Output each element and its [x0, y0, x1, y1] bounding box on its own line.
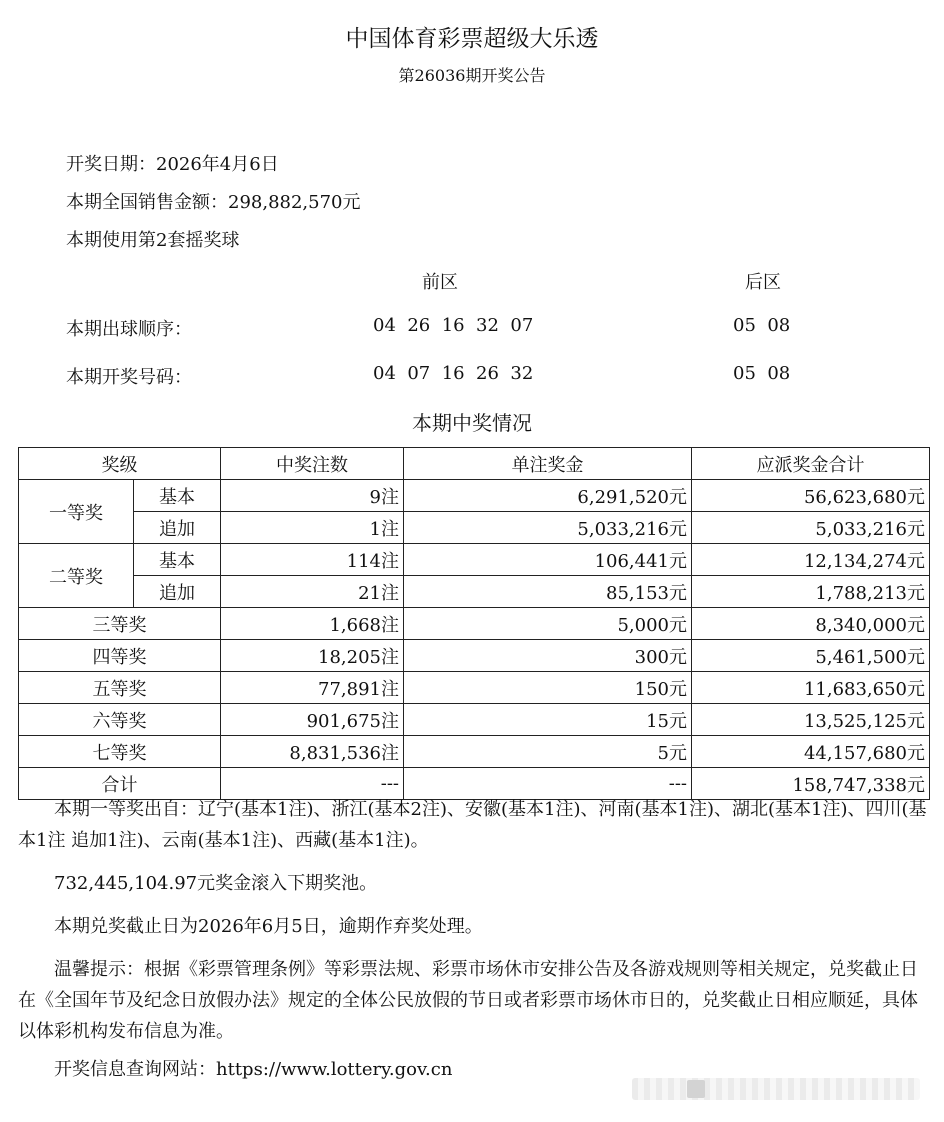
winning-front: 04 07 16 26 32: [373, 363, 534, 384]
website-note: 开奖信息查询网站：https://www.lottery.gov.cn: [54, 1059, 453, 1080]
winner-count: 77,891注: [221, 672, 404, 704]
sub-level: 追加: [134, 576, 221, 608]
reminder-note: 温馨提示：根据《彩票管理条例》等彩票法规、彩票市场休市安排公告及各游戏规则等相关规定，兑奖截止日在《全国年节及纪念日放假办法》规定的全体公民放假的节日或者彩票市场休市日的，兑奖截止日相应顺延，具体以体彩机构发布信息为准。: [18, 959, 918, 1042]
table-row: [19, 512, 930, 544]
table-header-row: [19, 448, 930, 480]
winner-count: 18,205注: [221, 640, 404, 672]
level-name: 四等奖: [19, 640, 221, 672]
prize-total: 5,033,216元: [692, 512, 930, 544]
table-row: [19, 640, 930, 672]
winner-count: 114注: [221, 544, 404, 576]
sub-level: 基本: [134, 480, 221, 512]
single-prize: 300元: [404, 640, 692, 672]
winner-count: 1注: [221, 512, 404, 544]
draw-order-label: 本期出球顺序：: [66, 319, 192, 340]
level-name: 七等奖: [19, 736, 221, 768]
notice-title: 中国体育彩票超级大乐透: [345, 26, 599, 52]
ball-set: 本期使用第2套摇奖球: [66, 230, 240, 251]
winners-title: 本期中奖情况: [412, 411, 532, 435]
single-prize: 6,291,520元: [404, 480, 692, 512]
single-prize: 106,441元: [404, 544, 692, 576]
table-row: [19, 576, 930, 608]
draw-order-back: 05 08: [733, 315, 791, 336]
prize-total: 13,525,125元: [692, 704, 930, 736]
level-name: 五等奖: [19, 672, 221, 704]
winner-count: 8,831,536注: [221, 736, 404, 768]
rollover-note: 732,445,104.97元奖金滚入下期奖池。: [54, 873, 378, 894]
back-zone-header: 后区: [745, 272, 781, 293]
header-prize: 单注奖金: [404, 448, 692, 480]
winning-numbers-label: 本期开奖号码：: [66, 367, 192, 388]
prize-total: 12,134,274元: [692, 544, 930, 576]
prize-total: 11,683,650元: [692, 672, 930, 704]
draw-date: 开奖日期：2026年4月6日: [66, 154, 279, 175]
level-name: 二等奖: [19, 544, 134, 608]
winner-count: 9注: [221, 480, 404, 512]
winner-count: 1,668注: [221, 608, 404, 640]
prize-table: [18, 447, 930, 800]
single-prize: 15元: [404, 704, 692, 736]
single-prize: 85,153元: [404, 576, 692, 608]
sum-total: 158,747,338元: [692, 768, 930, 800]
table-row: [19, 672, 930, 704]
single-prize: 5,033,216元: [404, 512, 692, 544]
sum-prize: ---: [404, 768, 692, 800]
level-name: 一等奖: [19, 480, 134, 544]
draw-order-front: 04 26 16 32 07: [373, 315, 534, 336]
table-row: [19, 544, 930, 576]
front-zone-header: 前区: [422, 272, 458, 293]
issue-subtitle: 第26036期开奖公告: [398, 66, 546, 85]
table-row: [19, 736, 930, 768]
first-prize-origin: 本期一等奖出自：辽宁(基本1注)、浙江(基本2注)、安徽(基本1注)、河南(基本1注)、湖北(基本1注)、四川(基本1注 追加1注)、云南(基本1注)、西藏(基本1注)。: [18, 799, 927, 851]
level-name: 三等奖: [19, 608, 221, 640]
header-count: 中奖注数: [221, 448, 404, 480]
single-prize: 150元: [404, 672, 692, 704]
sub-level: 基本: [134, 544, 221, 576]
table-row: [19, 704, 930, 736]
sum-count: ---: [221, 768, 404, 800]
table-row: [19, 480, 930, 512]
single-prize: 5元: [404, 736, 692, 768]
prize-total: 56,623,680元: [692, 480, 930, 512]
header-total: 应派奖金合计: [692, 448, 930, 480]
prize-total: 44,157,680元: [692, 736, 930, 768]
sales-amount: 本期全国销售金额：298,882,570元: [66, 192, 361, 213]
deadline-note: 本期兑奖截止日为2026年6月5日，逾期作弃奖处理。: [54, 916, 483, 937]
single-prize: 5,000元: [404, 608, 692, 640]
prize-total: 5,461,500元: [692, 640, 930, 672]
sub-level: 追加: [134, 512, 221, 544]
level-name: 六等奖: [19, 704, 221, 736]
winner-count: 21注: [221, 576, 404, 608]
watermark-icon: [687, 1080, 705, 1098]
prize-total: 8,340,000元: [692, 608, 930, 640]
prize-total: 1,788,213元: [692, 576, 930, 608]
header-level: 奖级: [19, 448, 221, 480]
watermark-bar: [632, 1078, 920, 1100]
sum-label: 合计: [19, 768, 221, 800]
winner-count: 901,675注: [221, 704, 404, 736]
table-row: [19, 608, 930, 640]
winning-back: 05 08: [733, 363, 791, 384]
